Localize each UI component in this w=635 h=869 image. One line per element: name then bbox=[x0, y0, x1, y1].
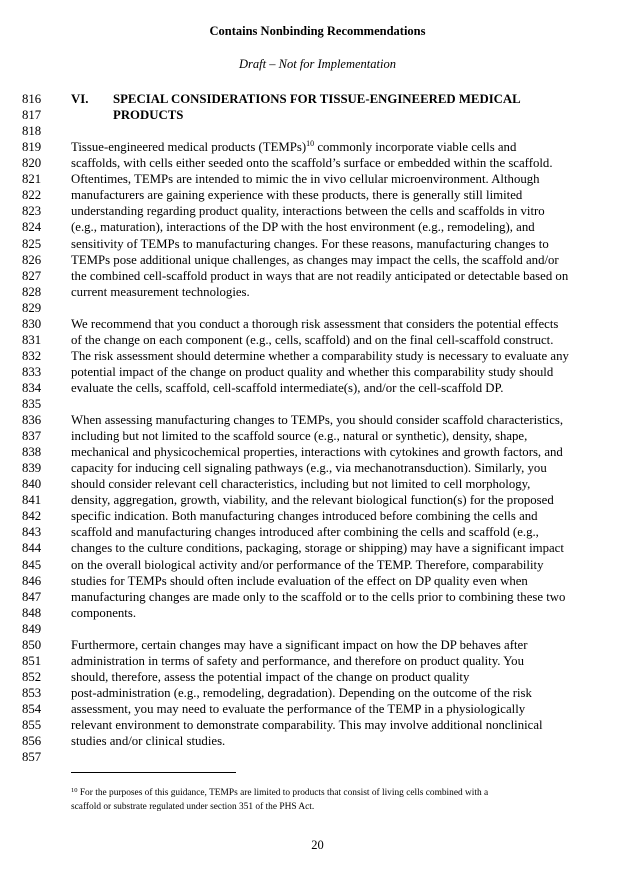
footnote bbox=[71, 786, 611, 814]
doc-line bbox=[0, 573, 635, 589]
draft-notice: Draft – Not for Implementation bbox=[239, 57, 396, 71]
line-number: 818 bbox=[22, 124, 42, 139]
doc-line bbox=[0, 139, 635, 155]
line-text: The risk assessment should determine whether a comparability study is necessary to evaluate any bbox=[71, 348, 569, 363]
doc-line bbox=[0, 219, 635, 235]
line-number: 848 bbox=[22, 605, 42, 620]
line-text: scaffolds, with cells either seeded onto the scaffold’s surface or embedded within the scaffold. bbox=[71, 156, 553, 171]
doc-line bbox=[0, 621, 635, 637]
doc-line bbox=[0, 268, 635, 284]
page-header-title: Contains Nonbinding Recommendations bbox=[209, 24, 426, 38]
doc-line bbox=[0, 476, 635, 492]
doc-line bbox=[0, 284, 635, 300]
line-text: of the change on each component (e.g., cells, scaffold) and on the final cell-scaffold construct. bbox=[71, 332, 554, 347]
doc-line bbox=[0, 364, 635, 380]
line-number: 834 bbox=[22, 380, 42, 395]
line-number: 821 bbox=[22, 172, 42, 187]
doc-line bbox=[0, 557, 635, 573]
doc-line bbox=[0, 107, 635, 123]
line-text: TEMPs pose additional unique challenges, as changes may impact the cells, the scaffold and/or bbox=[71, 252, 559, 267]
doc-line bbox=[0, 669, 635, 685]
doc-line bbox=[0, 540, 635, 556]
line-text bbox=[71, 139, 516, 155]
doc-line bbox=[0, 733, 635, 749]
line-number: 832 bbox=[22, 348, 42, 363]
line-number: 833 bbox=[22, 364, 42, 379]
line-number: 836 bbox=[22, 413, 42, 427]
line-text: specific indication. Both manufacturing changes introduced before combining the cells and bbox=[71, 509, 538, 524]
line-number: 820 bbox=[22, 156, 42, 171]
line-text: should consider relevant cell characteristics, including but not limited to cell morphology, bbox=[71, 477, 531, 492]
line-text: mechanical and physicochemical properties, interactions with cytokines and growth factors, and bbox=[71, 445, 563, 460]
line-number: 857 bbox=[22, 750, 42, 765]
doc-line bbox=[0, 300, 635, 316]
line-text: understanding regarding product quality, interactions between the cells and scaffolds in vitro bbox=[71, 204, 545, 219]
doc-line bbox=[0, 717, 635, 733]
line-number: 838 bbox=[22, 445, 42, 460]
doc-line bbox=[0, 701, 635, 717]
line-text: Furthermore, certain changes may have a significant impact on how the DP behaves after bbox=[71, 637, 528, 652]
line-text: on the overall biological activity and/or performance of the TEMP. Therefore, comparability bbox=[71, 557, 544, 572]
doc-line bbox=[0, 589, 635, 605]
line-text: sensitivity of TEMPs to manufacturing changes. For these reasons, manufacturing changes to bbox=[71, 236, 549, 251]
footnote-mark: 10 bbox=[71, 787, 78, 794]
line-number: 839 bbox=[22, 461, 42, 476]
doc-line bbox=[0, 444, 635, 460]
footnote-line-2: scaffold or substrate regulated under section 351 of the PHS Act. bbox=[71, 802, 315, 812]
doc-line bbox=[0, 171, 635, 187]
page-number: 20 bbox=[311, 838, 324, 852]
line-number: 830 bbox=[22, 316, 42, 331]
doc-line bbox=[0, 492, 635, 508]
doc-line bbox=[0, 524, 635, 540]
line-number: 824 bbox=[22, 220, 42, 235]
footnote-line-1: For the purposes of this guidance, TEMPs are limited to products that consist of living cells combined with a bbox=[77, 788, 489, 798]
doc-line bbox=[0, 252, 635, 268]
line-number: 847 bbox=[22, 589, 42, 604]
line-number: 854 bbox=[22, 701, 42, 716]
line-text: should, therefore, assess the potential impact of the change on product quality bbox=[71, 669, 470, 684]
section-heading-cont: PRODUCTS bbox=[113, 108, 184, 122]
line-number: 843 bbox=[22, 525, 42, 540]
line-number: 846 bbox=[22, 573, 42, 588]
doc-line bbox=[0, 91, 635, 107]
line-number: 844 bbox=[22, 541, 42, 556]
doc-line bbox=[0, 396, 635, 412]
line-number: 842 bbox=[22, 509, 42, 524]
line-number: 856 bbox=[22, 734, 42, 748]
line-number: 835 bbox=[22, 396, 42, 411]
line-number: 829 bbox=[22, 300, 42, 315]
doc-line bbox=[0, 749, 635, 765]
line-text: capacity for inducing cell signaling pathways (e.g., via mechanotransduction). Similarly, you bbox=[71, 461, 547, 476]
line-text: components. bbox=[71, 605, 137, 620]
doc-line bbox=[0, 637, 635, 653]
doc-line bbox=[0, 332, 635, 348]
doc-line bbox=[0, 236, 635, 252]
line-number: 841 bbox=[22, 493, 42, 508]
line-number: 845 bbox=[22, 557, 42, 572]
line-text: current measurement technologies. bbox=[71, 284, 250, 299]
doc-line bbox=[0, 460, 635, 476]
line-number: 816 bbox=[22, 92, 42, 106]
line-number: 851 bbox=[22, 653, 42, 668]
line-number: 827 bbox=[22, 268, 42, 283]
line-text: density, aggregation, growth, viability, and the relevant biological function(s) for the proposed bbox=[71, 493, 554, 508]
line-text: including but not limited to the scaffold source (e.g., natural or synthetic), density, shape, bbox=[71, 429, 528, 444]
line-text: We recommend that you conduct a thorough risk assessment that considers the potential effects bbox=[71, 316, 559, 331]
doc-line bbox=[0, 412, 635, 428]
line-text: scaffold and manufacturing changes introduced after combining the cells and scaffold (e.g., bbox=[71, 525, 539, 540]
line-text: When assessing manufacturing changes to TEMPs, you should consider scaffold characteristics, bbox=[71, 413, 564, 427]
section-number: VI. bbox=[71, 92, 89, 106]
line-number: 855 bbox=[22, 718, 42, 732]
line-text: manufacturers are gaining experience with these products, there is generally still limited bbox=[71, 188, 523, 203]
doc-line bbox=[0, 187, 635, 203]
line-text: post-administration (e.g., remodeling, degradation). Depending on the outcome of the risk bbox=[71, 685, 532, 700]
line-text-part: Tissue-engineered medical products (TEMPs) bbox=[71, 140, 307, 155]
footnote-ref: 10 bbox=[306, 139, 315, 149]
doc-line bbox=[0, 155, 635, 171]
doc-line bbox=[0, 508, 635, 524]
line-text: administration in terms of safety and performance, and therefore on product quality. You bbox=[71, 653, 524, 668]
line-number: 828 bbox=[22, 284, 42, 299]
line-text: studies and/or clinical studies. bbox=[71, 734, 226, 748]
section-heading: SPECIAL CONSIDERATIONS FOR TISSUE-ENGINEERED MEDICAL bbox=[113, 92, 521, 106]
line-number: 831 bbox=[22, 332, 42, 347]
line-number: 823 bbox=[22, 204, 42, 219]
doc-line bbox=[0, 348, 635, 364]
line-number: 837 bbox=[22, 429, 42, 444]
doc-line bbox=[0, 380, 635, 396]
doc-line bbox=[0, 653, 635, 669]
line-text: (e.g., maturation), interactions of the DP with the host environment (e.g., remodeling), and bbox=[71, 220, 535, 235]
line-number: 817 bbox=[22, 108, 42, 122]
doc-line bbox=[0, 316, 635, 332]
line-number: 840 bbox=[22, 477, 42, 492]
line-number: 826 bbox=[22, 252, 42, 267]
line-text-part: commonly incorporate viable cells and bbox=[314, 140, 517, 155]
line-number: 852 bbox=[22, 669, 42, 684]
doc-line bbox=[0, 685, 635, 701]
doc-line bbox=[0, 605, 635, 621]
line-text: Oftentimes, TEMPs are intended to mimic the in vivo cellular microenvironment. Although bbox=[71, 172, 540, 187]
line-text: manufacturing changes are made only to the scaffold or to the cells prior to combining these two bbox=[71, 589, 566, 604]
line-text: potential impact of the change on product quality and whether this comparability study should bbox=[71, 364, 554, 379]
line-number: 822 bbox=[22, 188, 42, 203]
footnote-divider bbox=[71, 772, 236, 773]
doc-line bbox=[0, 428, 635, 444]
line-number: 850 bbox=[22, 637, 42, 652]
line-text: the combined cell-scaffold product in ways that are not readily anticipated or detectable based on bbox=[71, 268, 569, 283]
doc-line bbox=[0, 123, 635, 139]
line-text: evaluate the cells, scaffold, cell-scaffold intermediate(s), and/or the cell-scaffold DP. bbox=[71, 380, 504, 395]
line-number: 849 bbox=[22, 621, 42, 636]
line-text: relevant environment to demonstrate comparability. This may involve additional nonclinical bbox=[71, 718, 543, 732]
line-number: 819 bbox=[22, 140, 42, 155]
line-text: assessment, you may need to evaluate the performance of the TEMP in a physiologically bbox=[71, 701, 526, 716]
line-number: 825 bbox=[22, 236, 42, 251]
line-text: changes to the culture conditions, packaging, storage or shipping) may have a significant impact bbox=[71, 541, 564, 556]
line-text: studies for TEMPs should often include evaluation of the effect on DP quality even when bbox=[71, 573, 528, 588]
doc-line bbox=[0, 203, 635, 219]
line-number: 853 bbox=[22, 685, 42, 700]
